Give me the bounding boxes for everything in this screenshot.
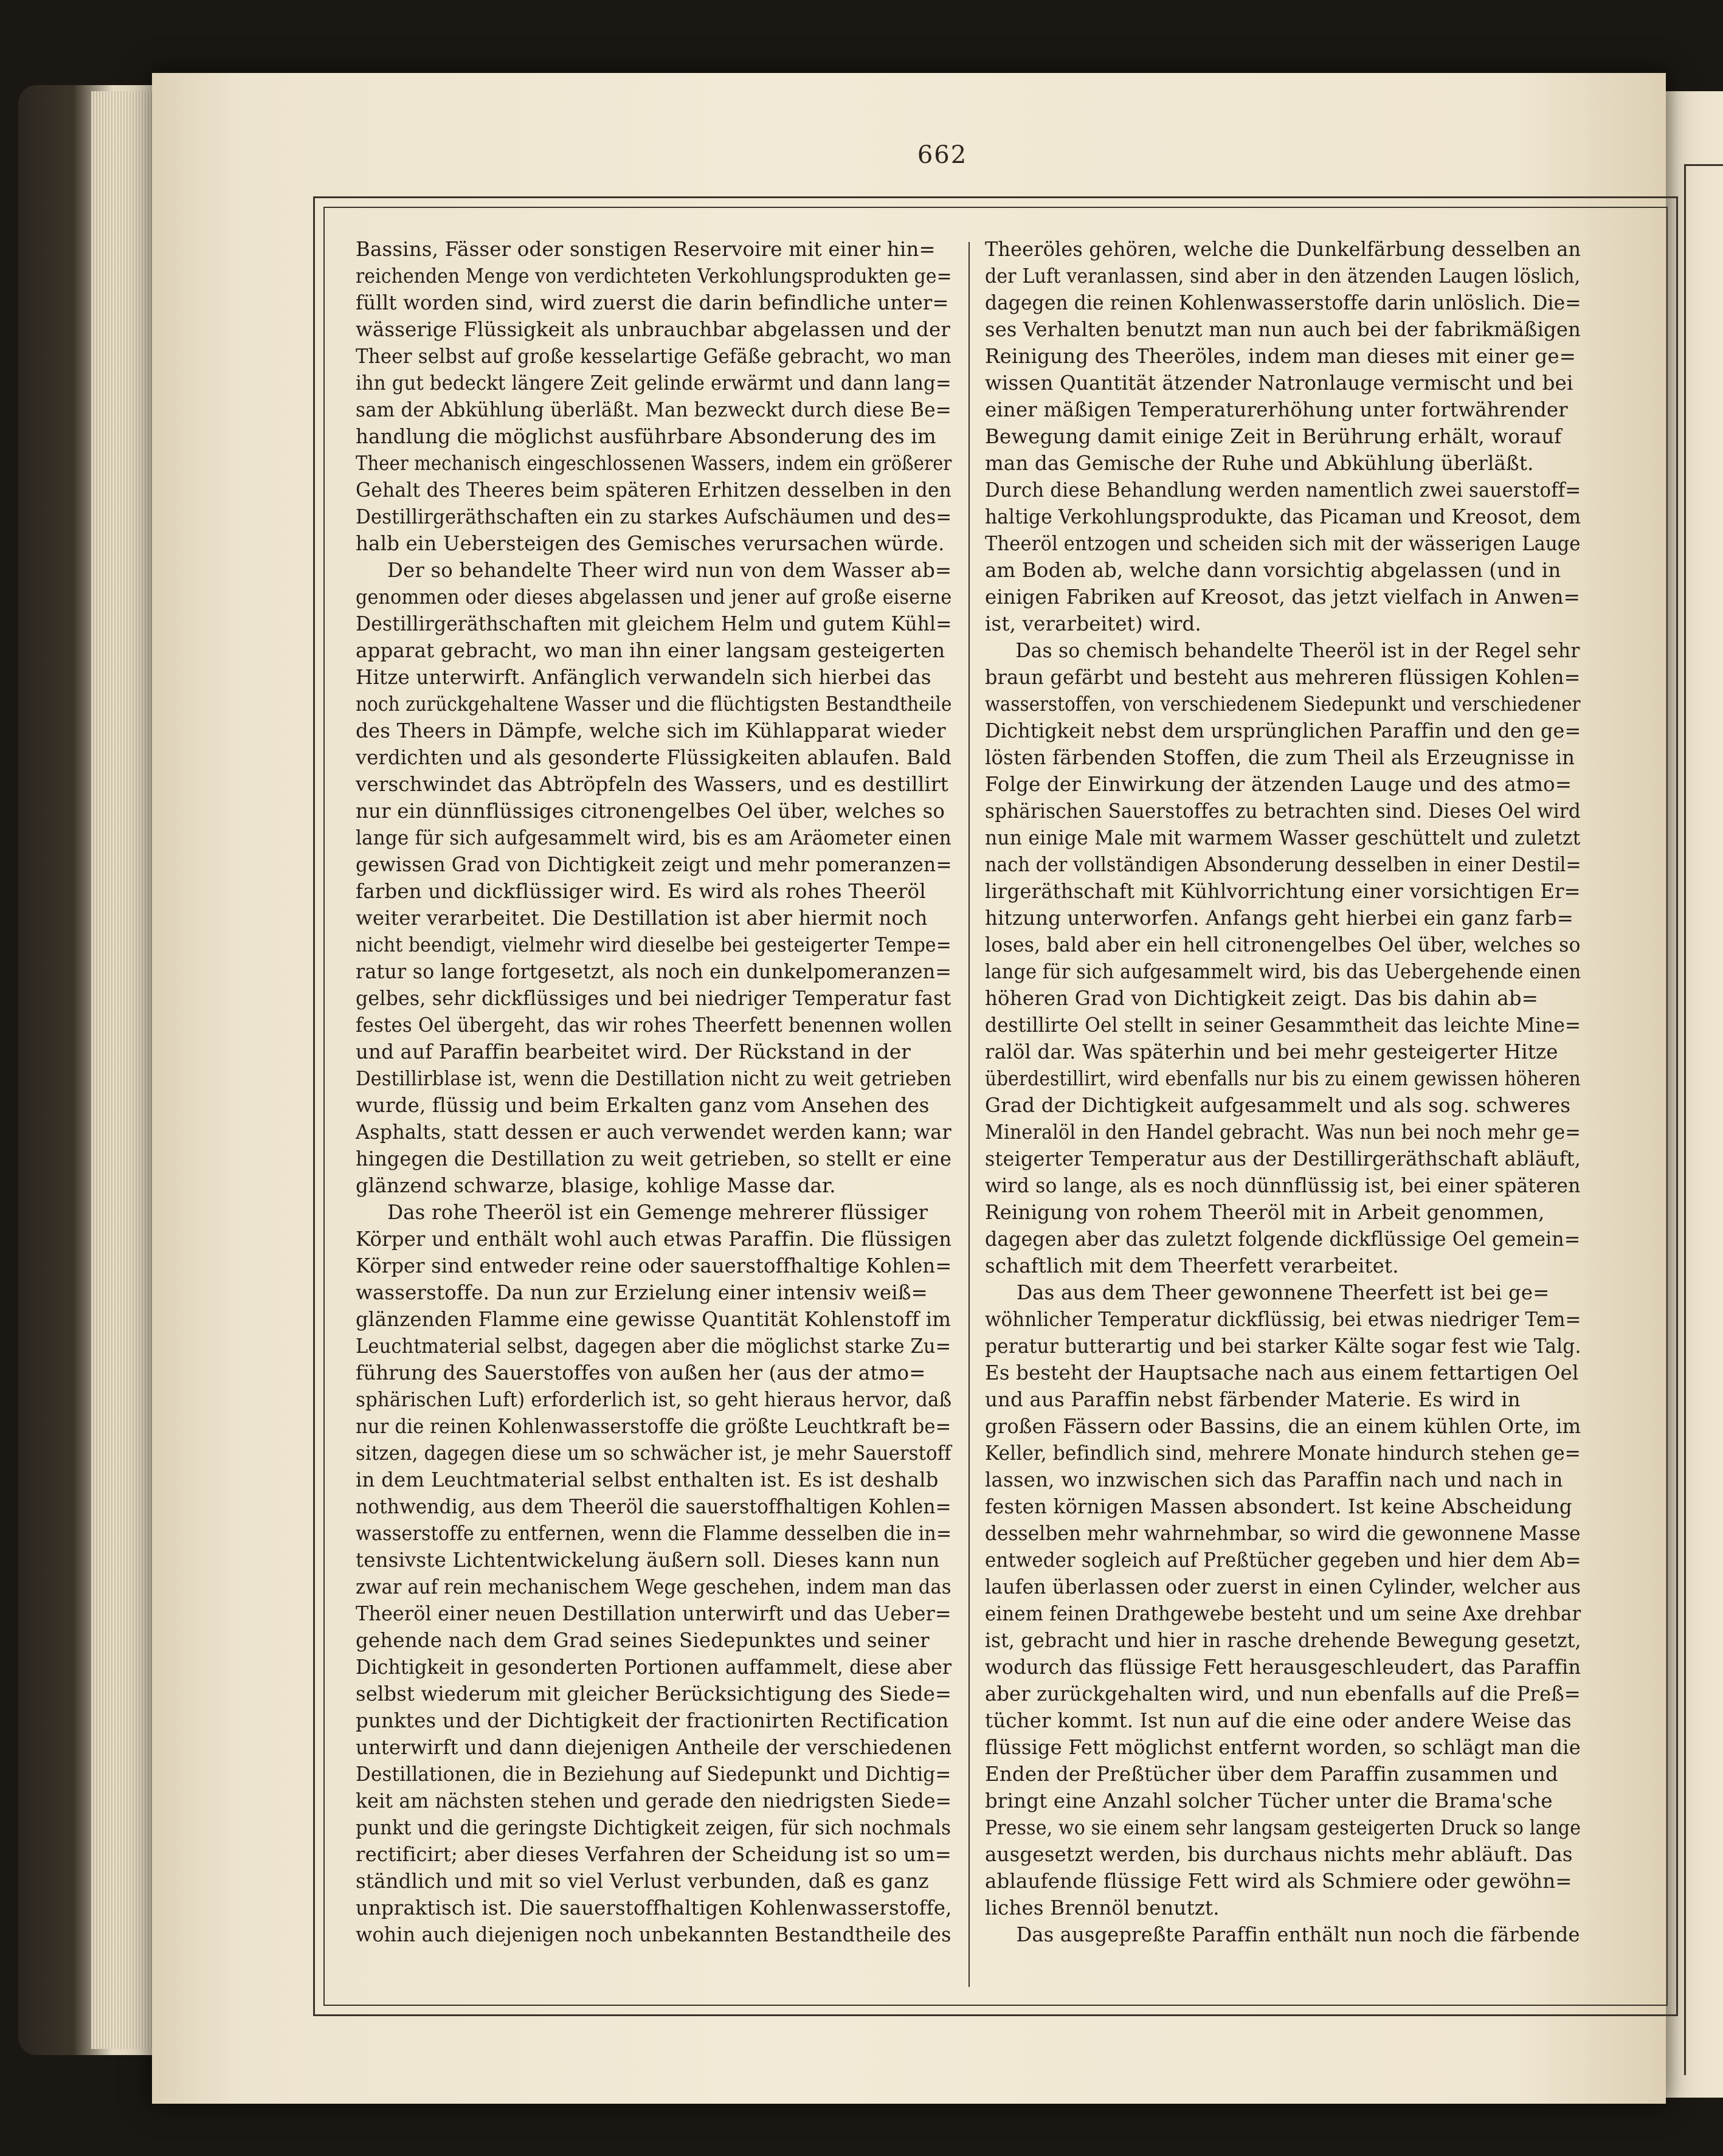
text-line: ausgesetzt werden, bis durchaus nichts mehr abläuft. Das: [985, 1843, 1573, 1866]
text-line: führung des Sauerstoffes von außen her (aus der atmo=: [356, 1361, 926, 1384]
text-line: Presse, wo sie einem sehr langsam gesteigerten Druck so lange: [985, 1816, 1581, 1839]
text-line: Reinigung von rohem Theeröl mit in Arbeit genommen,: [985, 1201, 1545, 1224]
text-line: Der so behandelte Theer wird nun von dem Wasser ab=: [387, 559, 952, 582]
text-line: unpraktisch ist. Die sauerstoffhaltigen Kohlenwasserstoffe,: [356, 1896, 952, 1919]
text-line: ablaufende flüssige Fett wird als Schmiere oder gewöhn=: [985, 1870, 1572, 1893]
text-line: Keller, befindlich sind, mehrere Monate hindurch stehen ge=: [985, 1442, 1581, 1465]
text-line: ist, verarbeitet) wird.: [985, 612, 1201, 635]
text-line: halb ein Uebersteigen des Gemisches verursachen würde.: [356, 532, 945, 555]
text-line: hitzung unterworfen. Anfangs geht hierbei ein ganz farb=: [985, 907, 1574, 930]
text-line: gehende nach dem Grad seines Siedepunktes und seiner: [356, 1629, 930, 1652]
text-line: wasserstoffe. Da nun zur Erzielung einer intensiv weiß=: [356, 1281, 928, 1304]
text-line: Folge der Einwirkung der ätzenden Lauge und des atmo=: [985, 773, 1572, 796]
text-line: Das aus dem Theer gewonnene Theerfett ist bei ge=: [1017, 1281, 1550, 1304]
text-line: glänzenden Flamme eine gewisse Quantität Kohlenstoff im: [356, 1308, 951, 1331]
text-line: dagegen die reinen Kohlenwasserstoffe darin unlöslich. Die=: [985, 291, 1581, 314]
text-line: keit am nächsten stehen und gerade den niedrigsten Siede=: [356, 1789, 952, 1812]
text-line: wöhnlicher Temperatur dickflüssig, bei etwas niedriger Tem=: [985, 1308, 1581, 1331]
text-line: punktes und der Dichtigkeit der fractionirten Rectification: [356, 1709, 949, 1732]
text-line: Das ausgepreßte Paraffin enthält nun noch die färbende: [1016, 1923, 1580, 1946]
text-line: laufen überlassen oder zuerst in einen Cylinder, welcher aus: [985, 1575, 1581, 1598]
text-line: Destillirgeräthschaften mit gleichem Helm und gutem Kühl=: [356, 612, 952, 635]
text-line: in dem Leuchtmaterial selbst enthalten ist. Es ist deshalb: [356, 1468, 939, 1491]
text-line: höheren Grad von Dichtigkeit zeigt. Das bis dahin ab=: [985, 987, 1539, 1010]
text-line: peratur butterartig und bei starker Kälte sogar fest wie Talg.: [985, 1335, 1581, 1358]
text-line: Bewegung damit einige Zeit in Berührung erhält, worauf: [985, 425, 1562, 448]
text-line: wissen Quantität ätzender Natronlauge vermischt und bei: [985, 371, 1573, 395]
text-line: ständlich und mit so viel Verlust verbunden, daß es ganz: [356, 1870, 929, 1893]
text-line: unterwirft und dann diejenigen Antheile der verschiedenen: [356, 1736, 952, 1759]
text-line: handlung die möglichst ausführbare Absonderung des im: [356, 425, 936, 448]
text-line: rectificirt; aber dieses Verfahren der Scheidung ist so um=: [356, 1843, 951, 1866]
text-line: nothwendig, aus dem Theeröl die sauerstoffhaltigen Kohlen=: [356, 1495, 951, 1518]
text-line: ses Verhalten benutzt man nun auch bei der fabrikmäßigen: [985, 318, 1581, 341]
text-line: am Boden ab, welche dann vorsichtig abgelassen (und in: [985, 559, 1561, 582]
text-line: Theeröl einer neuen Destillation unterwirft und das Ueber=: [356, 1602, 951, 1625]
text-line: gelbes, sehr dickflüssiges und bei niedriger Temperatur fast: [356, 987, 951, 1010]
text-line: Destillirblase ist, wenn die Destillation nicht zu weit getrieben: [356, 1067, 952, 1090]
text-line: farben und dickflüssiger wird. Es wird als rohes Theeröl: [356, 880, 926, 903]
text-line: gewissen Grad von Dichtigkeit zeigt und mehr pomeranzen=: [356, 853, 952, 876]
text-line: Enden der Preßtücher über dem Paraffin zusammen und: [985, 1763, 1558, 1786]
text-line: braun gefärbt und besteht aus mehreren flüssigen Kohlen=: [985, 666, 1581, 689]
text-line: nach der vollständigen Absonderung desselben in einer Destil=: [985, 853, 1581, 876]
text-line: und aus Paraffin nebst färbender Materie. Es wird in: [985, 1388, 1521, 1411]
text-line: Hitze unterwirft. Anfänglich verwandeln sich hierbei das: [356, 666, 931, 689]
text-line: lassen, wo inzwischen sich das Paraffin nach und nach in: [985, 1468, 1563, 1491]
text-line: Asphalts, statt dessen er auch verwendet werden kann; war: [356, 1121, 951, 1144]
text-line: Körper sind entweder reine oder sauerstoffhaltige Kohlen=: [356, 1254, 952, 1277]
text-line: nur die reinen Kohlenwasserstoffe die größte Leuchtkraft be=: [356, 1415, 951, 1438]
text-line: wasserstoffe zu entfernen, wenn die Flamme desselben die in=: [356, 1522, 952, 1545]
text-line: lösten färbenden Stoffen, die zum Theil als Erzeugnisse in: [985, 746, 1575, 769]
text-line: ralöl dar. Was späterhin und bei mehr gesteigerter Hitze: [985, 1040, 1558, 1063]
text-line: tücher kommt. Ist nun auf die eine oder andere Weise das: [985, 1709, 1572, 1732]
column-divider: [969, 242, 970, 1987]
text-line: desselben mehr wahrnehmbar, so wird die gewonnene Masse: [985, 1522, 1581, 1545]
text-line: Destillationen, die in Beziehung auf Siedepunkt und Dichtig=: [356, 1763, 951, 1786]
text-line: sphärischen Luft) erforderlich ist, so geht hieraus hervor, daß: [356, 1388, 952, 1411]
text-line: Theeröl entzogen und scheiden sich mit der wässerigen Lauge: [985, 532, 1581, 555]
text-line: nun einige Male mit warmem Wasser geschüttelt und zuletzt: [985, 826, 1581, 849]
text-line: überdestillirt, wird ebenfalls nur bis zu einem gewissen höheren: [985, 1067, 1581, 1090]
text-line: sitzen, dagegen diese um so schwächer ist, je mehr Sauerstoff: [356, 1442, 951, 1465]
text-line: Theeröles gehören, welche die Dunkelfärbung desselben an: [985, 238, 1581, 261]
text-line: steigerter Temperatur aus der Destillirgeräthschaft abläuft,: [985, 1147, 1581, 1170]
text-line: wodurch das flüssige Fett herausgeschleudert, das Paraffin: [985, 1656, 1581, 1679]
text-line: einer mäßigen Temperaturerhöhung unter fortwährender: [985, 398, 1568, 421]
text-line: Destillirgeräthschaften ein zu starkes Aufschäumen und des=: [356, 505, 952, 528]
left-column: [356, 236, 951, 1948]
text-line: lange für sich aufgesammelt wird, bis es am Aräometer einen: [356, 826, 951, 849]
text-line: dagegen aber das zuletzt folgende dickflüssige Oel gemein=: [985, 1228, 1581, 1251]
text-line: man das Gemische der Ruhe und Abkühlung überläßt.: [985, 452, 1534, 475]
text-line: ihn gut bedeckt längere Zeit gelinde erwärmt und dann lang=: [356, 371, 951, 395]
text-line: wasserstoffen, von verschiedenem Siedepunkt und verschiedener: [985, 693, 1581, 716]
text-line: Theer mechanisch eingeschlossenen Wassers, indem ein größerer: [356, 452, 952, 475]
text-line: Theer selbst auf große kesselartige Gefäße gebracht, wo man: [356, 345, 951, 368]
text-line: reichenden Menge von verdichteten Verkohlungsprodukten ge=: [356, 264, 952, 288]
text-line: füllt worden sind, wird zuerst die darin befindliche unter=: [356, 291, 949, 314]
text-line: zwar auf rein mechanischem Wege geschehen, indem man das: [356, 1575, 951, 1598]
text-line: lange für sich aufgesammelt wird, bis das Uebergehende einen: [985, 960, 1581, 983]
text-line: Bassins, Fässer oder sonstigen Reservoire mit einer hin=: [356, 238, 936, 261]
text-line: bringt eine Anzahl solcher Tücher unter die Brama'sche: [985, 1789, 1553, 1812]
text-line: aber zurückgehalten wird, und nun ebenfalls auf die Preß=: [985, 1682, 1581, 1705]
text-line: Reinigung des Theeröles, indem man dieses mit einer ge=: [985, 345, 1576, 368]
text-line: nur ein dünnflüssiges citronengelbes Oel über, welches so: [356, 800, 945, 823]
text-line: Das rohe Theeröl ist ein Gemenge mehrerer flüssiger: [387, 1201, 928, 1224]
text-line: punkt und die geringste Dichtigkeit zeigen, für sich nochmals: [356, 1816, 951, 1839]
text-line: haltige Verkohlungsprodukte, das Picaman und Kreosot, dem: [985, 505, 1581, 528]
text-line: wohin auch diejenigen noch unbekannten Bestandtheile des: [356, 1923, 951, 1946]
text-line: schaftlich mit dem Theerfett verarbeitet.: [985, 1254, 1399, 1277]
text-line: großen Fässern oder Bassins, die an einem kühlen Orte, im: [985, 1415, 1581, 1438]
text-line: und auf Paraffin bearbeitet wird. Der Rückstand in der: [356, 1040, 911, 1063]
text-line: wässerige Flüssigkeit als unbrauchbar abgelassen und der: [356, 318, 951, 341]
text-line: liches Brennöl benutzt.: [985, 1896, 1220, 1919]
text-line: selbst wiederum mit gleicher Berücksichtigung des Siede=: [356, 1682, 952, 1705]
page-number: 662: [917, 141, 968, 169]
text-line: glänzend schwarze, blasige, kohlige Masse dar.: [356, 1174, 836, 1197]
text-line: Es besteht der Hauptsache nach aus einem fettartigen Oel: [985, 1361, 1579, 1384]
right-column: [985, 236, 1581, 1948]
text-line: Das so chemisch behandelte Theeröl ist in der Regel sehr: [1015, 639, 1580, 662]
text-line: ratur so lange fortgesetzt, als noch ein dunkelpomeranzen=: [356, 960, 952, 983]
text-line: entweder sogleich auf Preßtücher gegeben und hier dem Ab=: [985, 1549, 1581, 1572]
text-line: verdichten und als gesonderte Flüssigkeiten ablaufen. Bald: [356, 746, 952, 769]
text-line: des Theers in Dämpfe, welche sich im Kühlapparat wieder: [356, 719, 946, 742]
text-line: Dichtigkeit in gesonderten Portionen auffammelt, diese aber: [356, 1656, 952, 1679]
text-line: festes Oel übergeht, das wir rohes Theerfett benennen wollen: [356, 1014, 952, 1037]
text-line: genommen oder dieses abgelassen und jener auf große eiserne: [356, 586, 952, 609]
text-line: ist, gebracht und hier in rasche drehende Bewegung gesetzt,: [985, 1629, 1581, 1652]
text-line: wurde, flüssig und beim Erkalten ganz vom Ansehen des: [356, 1094, 930, 1117]
text-line: verschwindet das Abtröpfeln des Wassers, und es destillirt: [356, 773, 948, 796]
text-line: sphärischen Sauerstoffes zu betrachten sind. Dieses Oel wird: [985, 800, 1581, 823]
text-line: festen körnigen Massen absondert. Ist keine Abscheidung: [985, 1495, 1572, 1518]
text-line: sam der Abkühlung überläßt. Man bezweckt durch diese Be=: [356, 398, 951, 421]
text-line: flüssige Fett möglichst entfernt worden, so schlägt man die: [985, 1736, 1581, 1759]
text-line: tensivste Lichtentwickelung äußern soll. Dieses kann nun: [356, 1549, 940, 1572]
text-line: einem feinen Drathgewebe besteht und um seine Axe drehbar: [985, 1602, 1581, 1625]
text-line: Durch diese Behandlung werden namentlich zwei sauerstoff=: [985, 479, 1581, 502]
text-line: nicht beendigt, vielmehr wird dieselbe bei gesteigerter Tempe=: [356, 933, 951, 956]
text-line: destillirte Oel stellt in seiner Gesammtheit das leichte Mine=: [985, 1014, 1581, 1037]
text-line: weiter verarbeitet. Die Destillation ist aber hiermit noch: [356, 907, 928, 930]
text-line: loses, bald aber ein hell citronengelbes Oel über, welches so: [985, 933, 1581, 956]
text-line: Leuchtmaterial selbst, dagegen aber die möglichst starke Zu=: [356, 1335, 951, 1358]
text-line: apparat gebracht, wo man ihn einer langsam gesteigerten: [356, 639, 945, 662]
text-line: Gehalt des Theeres beim späteren Erhitzen desselben in den: [356, 479, 951, 502]
text-line: der Luft veranlassen, sind aber in den ätzenden Laugen löslich,: [985, 264, 1581, 288]
text-line: Mineralöl in den Handel gebracht. Was nun bei noch mehr ge=: [985, 1121, 1581, 1144]
text-line: wird so lange, als es noch dünnflüssig ist, bei einer späteren: [985, 1174, 1581, 1197]
text-line: Dichtigkeit nebst dem ursprünglichen Paraffin und den ge=: [985, 719, 1581, 742]
text-line: noch zurückgehaltene Wasser und die flüchtigsten Bestandtheile: [356, 693, 952, 716]
text-line: Körper und enthält wohl auch etwas Paraffin. Die flüssigen: [356, 1228, 952, 1251]
text-line: hingegen die Destillation zu weit getrieben, so stellt er eine: [356, 1147, 952, 1170]
text-line: Grad der Dichtigkeit aufgesammelt und als sog. schweres: [985, 1094, 1571, 1117]
text-line: lirgeräthschaft mit Kühlvorrichtung einer vorsichtigen Er=: [985, 880, 1581, 903]
facing-page-frame: [1684, 164, 1723, 2075]
text-line: einigen Fabriken auf Kreosot, das jetzt vielfach in Anwen=: [985, 586, 1581, 609]
